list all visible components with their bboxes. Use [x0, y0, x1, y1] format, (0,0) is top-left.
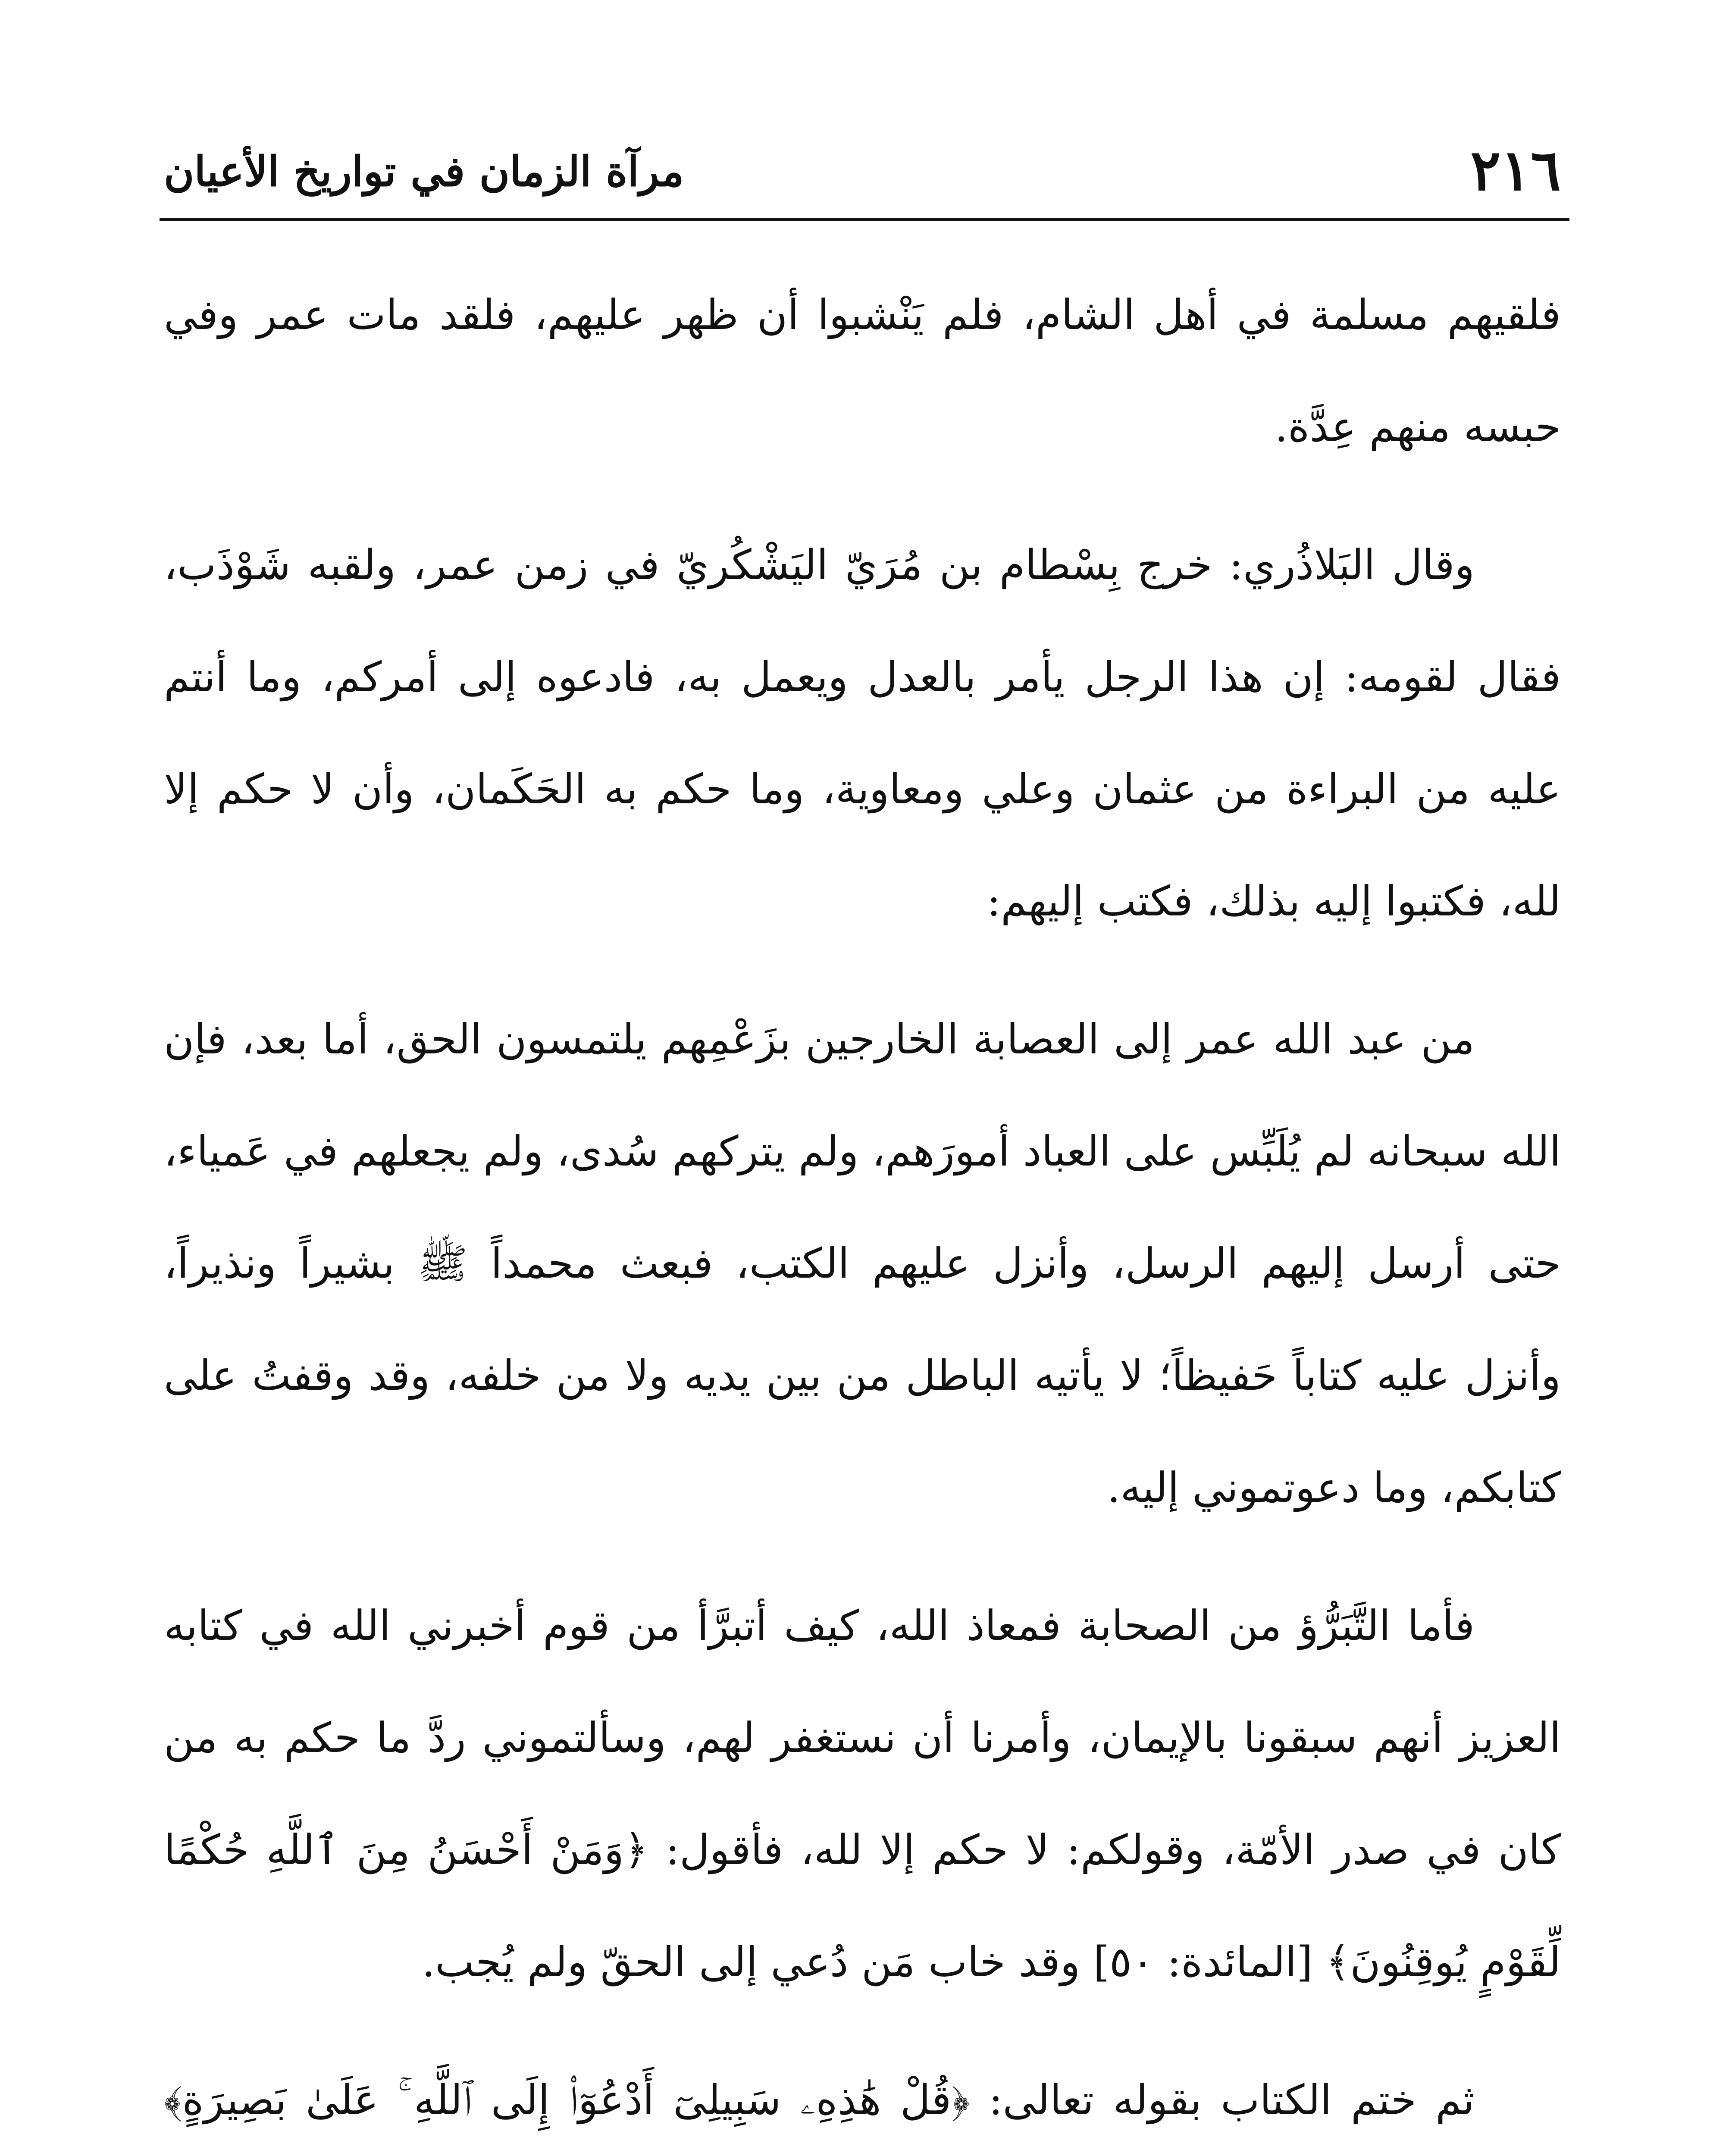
running-title: مرآة الزمان في تواريخ الأعيان	[164, 147, 684, 196]
paragraph: ثم ختم الكتاب بقوله تعالى: ﴿قُلْ هَٰذِهِۦ سَبِيلِىٓ أَدْعُوٓا۟ إِلَى ٱللَّهِ ۚ عَلَىٰ بَصِيرَةٍ﴾	[164, 2076, 1475, 2124]
body-text	[164, 259, 1561, 2156]
header-rule	[160, 218, 1569, 221]
page-header	[160, 129, 1569, 220]
paragraph: فأما التَّبَرُّؤ من الصحابة فمعاذ الله، كيف أتبرَّأ من قوم أخبرني الله في كتابه العزيز أنهم سبقونا بالإيمان، وأمرنا أن نستغفر لهم، وسألتموني ردَّ ما حكم به من كان في صدر الأمّة، وقولكم: لا حكم إلا لله، فأقول: ﴿وَمَنْ أَحْسَنُ مِنَ ٱللَّهِ حُكْمًا لِّقَوْمٍ يُوقِنُونَ﴾ [المائدة: ٥٠] وقد خاب مَن دُعي إلى الحقّ ولم يُجب.	[164, 1601, 1561, 1986]
paragraph: من عبد الله عمر إلى العصابة الخارجين بزَعْمِهم يلتمسون الحق، أما بعد، فإن الله سبحانه لم يُلَبِّس على العباد أمورَهم، ولم يتركهم سُدى، ولم يجعلهم في عَمياء، حتى أرسل إليهم الرسل، وأنزل عليهم الكتب، فبعث محمداً ﷺ بشيراً ونذيراً، وأنزل عليه كتاباً حَفيظاً؛ لا يأتيه الباطل من بين يديه ولا من خلفه، وقد وقفتُ على كتابكم، وما دعوتموني إليه.	[164, 1015, 1561, 1512]
paragraph: وقال البَلاذُري: خرج بِسْطام بن مُرَيّ اليَشْكُريّ في زمن عمر، ولقبه شَوْذَب، فقال لقومه: إن هذا الرجل يأمر بالعدل ويعمل به، فادعوه إلى أمركم، وما أنتم عليه من البراءة من عثمان وعلي ومعاوية، وما حكم به الحَكَمان، وأن لا حكم إلا لله، فكتبوا إليه بذلك، فكتب إليهم:	[164, 541, 1561, 925]
paragraph: فلقيهم مسلمة في أهل الشام، فلم يَنْشبوا أن ظهر عليهم، فلقد مات عمر وفي حبسه منهم عِدَّة.	[164, 291, 1561, 451]
page-number: ٢١٦	[1470, 137, 1561, 203]
